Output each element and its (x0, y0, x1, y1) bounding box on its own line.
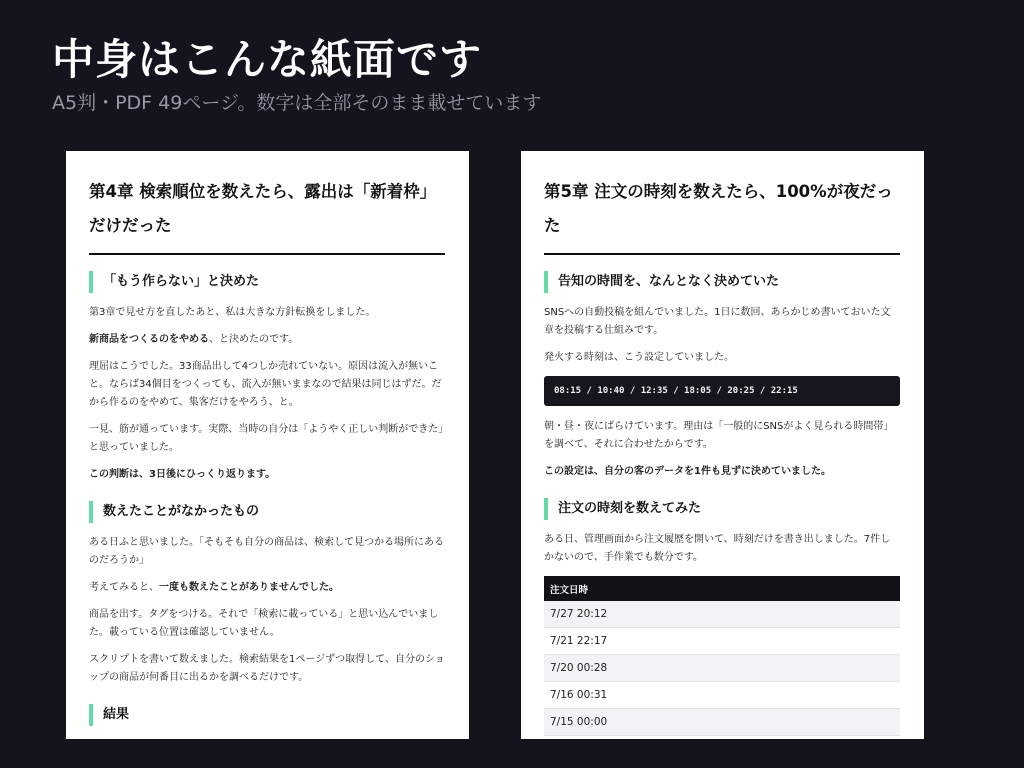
section-heading: 結果 (89, 704, 445, 726)
spacer (89, 493, 445, 501)
paragraph (89, 331, 445, 349)
slide-subtitle: A5判・PDF 49ページ。数字は全部そのまま載せています (52, 92, 542, 114)
table-row (544, 601, 900, 628)
paragraph (89, 466, 445, 484)
paragraph (89, 579, 445, 597)
table-header-cell: 注文日時 (544, 576, 900, 601)
paragraph: 朝・昼・夜にばらけています。理由は「一般的にSNSがよく見られる時間帯」を調べて、それに合わせたからです。 (544, 421, 894, 450)
table-cell: 7/27 20:12 (544, 601, 900, 628)
paragraph: 第3章で見せ方を直したあと、私は大きな方針転換をしました。 (89, 307, 376, 318)
slide-title: 中身はこんな紙面です (52, 35, 483, 84)
paragraph: 商品を出す。タグをつける。それで「検索に載っている」と思い込んでいました。載っている位置は確認していません。 (89, 609, 439, 638)
paragraph: 理屈はこうでした。33商品出して4つしか売れていない。原因は流入が無いこと。ならば34個目をつくっても、流入が無いままなので結果は同じはずだ。だから作るのをやめて、集客だけをやろう、と。 (89, 361, 442, 408)
chapter-divider (544, 253, 900, 255)
table-header-row (544, 576, 900, 601)
code-block: 08:15 / 10:40 / 12:35 / 18:05 / 20:25 / 22:15 (544, 376, 900, 406)
emphasis-text: 新商品をつくるのをやめる (89, 334, 209, 345)
table-cell: 7/20 00:28 (544, 655, 900, 682)
chapter-title: 第4章 検索順位を数えたら、露出は「新着枠」だけだった (89, 182, 437, 235)
section-heading: 数えたことがなかったもの (89, 501, 445, 523)
chapter-divider (89, 253, 445, 255)
table-cell: 7/15 00:00 (544, 709, 900, 736)
section-heading: 告知の時間を、なんとなく決めていた (544, 271, 900, 293)
paragraph: 一見、筋が通っています。実際、当時の自分は「ようやく正しい判断ができた」と思っていました。 (89, 424, 444, 453)
paragraph: スクリプトを書いて数えました。検索結果を1ページずつ取得して、自分のショップの商品が何番目に出るかを調べるだけです。 (89, 654, 445, 683)
emphasis-text: この判断は、3日後にひっくり返ります。 (89, 469, 276, 480)
table-cell: 7/21 22:17 (544, 628, 900, 655)
table-row (544, 682, 900, 709)
paragraph: ある日ふと思いました。「そもそも自分の商品は、検索して見つかる場所にあるのだろうか」 (89, 537, 444, 566)
paragraph-text: 考えてみると、 (89, 582, 159, 593)
emphasis-text: 一度も数えたことがありませんでした。 (159, 582, 339, 593)
emphasis-text: この設定は、自分の客のデータを1件も見ずに決めていました。 (544, 466, 831, 477)
section-heading: 注文の時刻を数えてみた (544, 498, 900, 520)
chapter-title: 第5章 注文の時刻を数えたら、100%が夜だった (544, 182, 893, 235)
section-heading: 「もう作らない」と決めた (89, 271, 445, 293)
paragraph: 発火する時刻は、こう設定していました。 (544, 352, 734, 363)
table-cell: 7/16 00:31 (544, 682, 900, 709)
table-row (544, 709, 900, 736)
spacer (89, 696, 445, 704)
paragraph: ある日、管理画面から注文履歴を開いて、時刻だけを書き出しました。7件しかないので、手作業でも数分です。 (544, 534, 891, 563)
table-row (544, 628, 900, 655)
sample-page-chapter-5 (521, 151, 924, 739)
order-times-table (544, 576, 900, 736)
paragraph: SNSへの自動投稿を組んでいました。1日に数回、あらかじめ書いておいた文章を投稿する仕組みです。 (544, 307, 891, 336)
sample-page-chapter-4 (66, 151, 469, 739)
spacer (544, 490, 900, 498)
table-row (544, 655, 900, 682)
paragraph (544, 463, 900, 481)
paragraph-text: 、と決めたのです。 (209, 334, 299, 345)
